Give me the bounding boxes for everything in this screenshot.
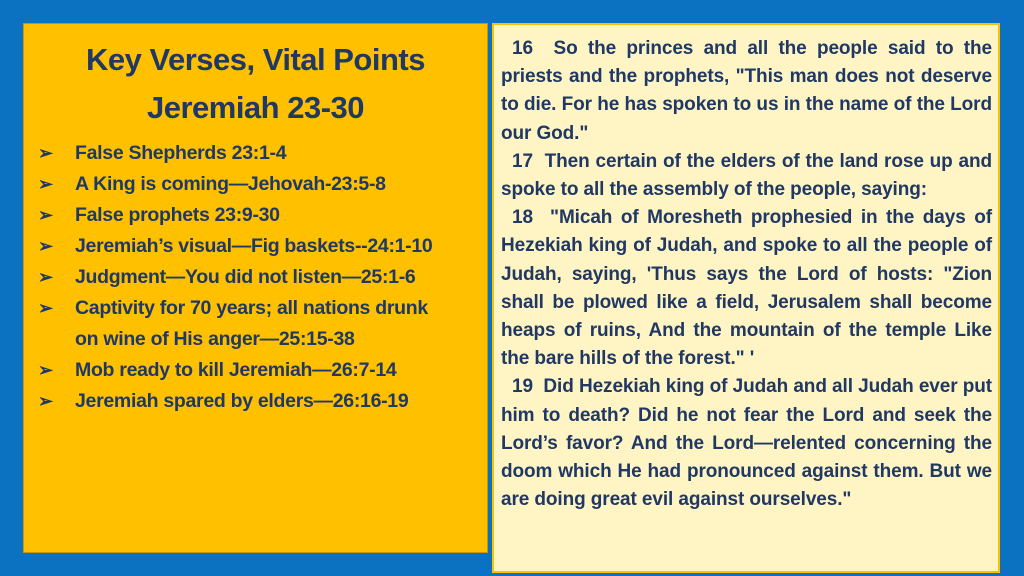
bullet-text: Judgment—You did not listen—25:1-6 (75, 266, 416, 288)
verse-16 (501, 35, 992, 148)
verse-text: So the princes and all the people said to the priests and the prophets, "This man does not deserve to die. For he has spoken to us in the name of the Lord our God." (501, 38, 993, 144)
verse-17 (501, 148, 992, 204)
bullet-item (24, 231, 487, 262)
verse-text: Then certain of the elders of the land rose up and spoke to all the assembly of the people, saying: (501, 150, 993, 201)
bullet-text: Jeremiah spared by elders—26:16-19 (75, 390, 409, 412)
verse-number: 19 (512, 376, 533, 398)
verse-number: 16 (512, 38, 533, 59)
bullet-text: Mob ready to kill Jeremiah—26:7-14 (75, 359, 397, 381)
bullet-text: False prophets 23:9-30 (75, 204, 280, 226)
arrow-bullet-icon: ➢ (38, 174, 53, 194)
arrow-bullet-icon: ➢ (38, 360, 53, 380)
bullet-item (24, 386, 487, 417)
key-points-panel (23, 23, 488, 553)
verse-19 (501, 373, 992, 514)
verse-number: 18 (512, 207, 533, 229)
arrow-bullet-icon: ➢ (38, 236, 53, 256)
arrow-bullet-icon: ➢ (38, 298, 53, 318)
bullet-item (24, 169, 487, 200)
bullet-text: A King is coming—Jehovah-23:5-8 (75, 173, 386, 195)
verse-number: 17 (512, 150, 533, 172)
verse-text: Did Hezekiah king of Judah and all Judah ever put him to death? Did he not fear the Lord and seek the Lord’s favor? And the Lord—relented concerning the doom which He had pronounced against them. But we are doing great evil against ourselves." (501, 376, 992, 511)
bullet-item (24, 262, 487, 293)
bullet-item (24, 200, 487, 231)
scripture-panel (492, 23, 1000, 573)
bullet-item (24, 355, 487, 386)
verse-text: "Micah of Moresheth prophesied in the days of Hezekiah king of Judah, and spoke to all the people of Judah, saying, 'Thus says the Lord of hosts: "Zion shall be plowed like a field, Jerusalem shall become heaps of ruins, And the mountain of the temple Like the bare hills of the forest." ' (501, 207, 992, 370)
bullet-text-continued: on wine of His anger—25:15-38 (75, 328, 355, 350)
arrow-bullet-icon: ➢ (38, 267, 53, 287)
slide-title (24, 36, 487, 132)
bullet-text: Jeremiah’s visual—Fig baskets--24:1-10 (75, 235, 433, 257)
arrow-bullet-icon: ➢ (38, 205, 53, 225)
key-points-list (24, 138, 487, 417)
verse-18 (501, 204, 992, 373)
bullet-item (24, 138, 487, 169)
bullet-text: Captivity for 70 years; all nations drunk (75, 297, 428, 319)
arrow-bullet-icon: ➢ (38, 143, 53, 163)
title-line-1: Key Verses, Vital Points (86, 42, 425, 77)
title-line-2: Jeremiah 23-30 (146, 90, 365, 125)
bullet-item (24, 293, 487, 355)
bullet-text: False Shepherds 23:1-4 (75, 142, 287, 164)
arrow-bullet-icon: ➢ (38, 391, 53, 411)
